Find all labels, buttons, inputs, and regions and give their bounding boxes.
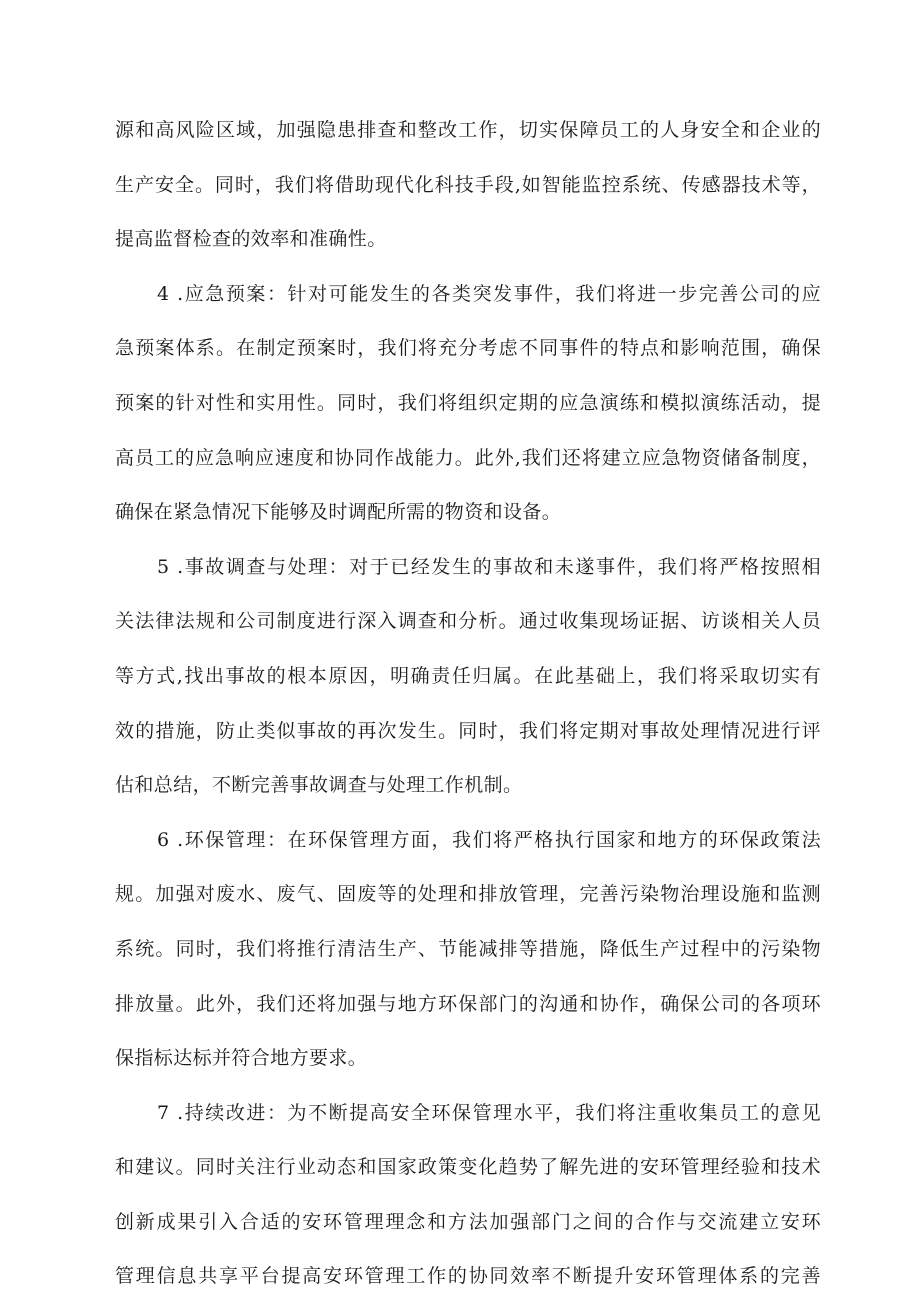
text-line: 预案的针对性和实用性。同时，我们将组织定期的应急演练和模拟演练活动，提: [115, 391, 821, 414]
text-line: 6 .环保管理：在环保管理方面，我们将严格执行国家和地方的环保政策法: [157, 828, 821, 851]
text-line: 高员工的应急响应速度和协同作战能力。此外,我们还将建立应急物资储备制度，: [115, 446, 821, 469]
text-line: 管理信息共享平台提高安环管理工作的协同效率不断提升安环管理体系的完善: [115, 1265, 821, 1288]
paragraph-continued: [115, 112, 821, 276]
text-line: 急预案体系。在制定预案时，我们将充分考虑不同事件的特点和影响范围，确保: [115, 337, 821, 360]
text-line: 4 .应急预案：针对可能发生的各类突发事件，我们将进一步完善公司的应: [157, 282, 821, 305]
paragraph-environmental-management: [115, 822, 821, 1095]
text-line: 估和总结，不断完善事故调查与处理工作机制。: [115, 774, 523, 797]
text-line: 确保在紧急情况下能够及时调配所需的物资和设备。: [115, 501, 562, 524]
text-line: 生产安全。同时，我们将借助现代化科技手段,如智能监控系统、传感器技术等，: [115, 173, 821, 196]
text-line: 5 .事故调查与处理：对于已经发生的事故和未遂事件，我们将严格按照相: [157, 555, 821, 578]
paragraph-accident-investigation: [115, 549, 821, 822]
paragraph-emergency-plan: [115, 276, 821, 549]
text-line: 关法律法规和公司制度进行深入调查和分析。通过收集现场证据、访谈相关人员: [115, 610, 821, 633]
text-line: 创新成果引入合适的安环管理理念和方法加强部门之间的合作与交流建立安环: [115, 1210, 821, 1233]
text-line: 和建议。同时关注行业动态和国家政策变化趋势了解先进的安环管理经验和技术: [115, 1156, 821, 1179]
text-line: 提高监督检查的效率和准确性。: [115, 228, 387, 251]
text-line: 等方式,找出事故的根本原因，明确责任归属。在此基础上，我们将采取切实有: [115, 664, 821, 687]
text-line: 排放量。此外，我们还将加强与地方环保部门的沟通和协作，确保公司的各项环: [115, 992, 821, 1015]
text-line: 效的措施，防止类似事故的再次发生。同时，我们将定期对事故处理情况进行评: [115, 719, 821, 742]
paragraph-continuous-improvement: [115, 1095, 821, 1313]
text-line: 保指标达标并符合地方要求。: [115, 1047, 368, 1070]
text-line: 7 .持续改进：为不断提高安全环保管理水平，我们将注重收集员工的意见: [157, 1101, 821, 1124]
text-line: 规。加强对废水、废气、固废等的处理和排放管理，完善污染物治理设施和监测: [115, 883, 821, 906]
text-line: 系统。同时，我们将推行清洁生产、节能减排等措施，降低生产过程中的污染物: [115, 937, 821, 960]
text-line: 源和高风险区域，加强隐患排查和整改工作，切实保障员工的人身安全和企业的: [115, 119, 821, 141]
document-body: [115, 112, 821, 1313]
